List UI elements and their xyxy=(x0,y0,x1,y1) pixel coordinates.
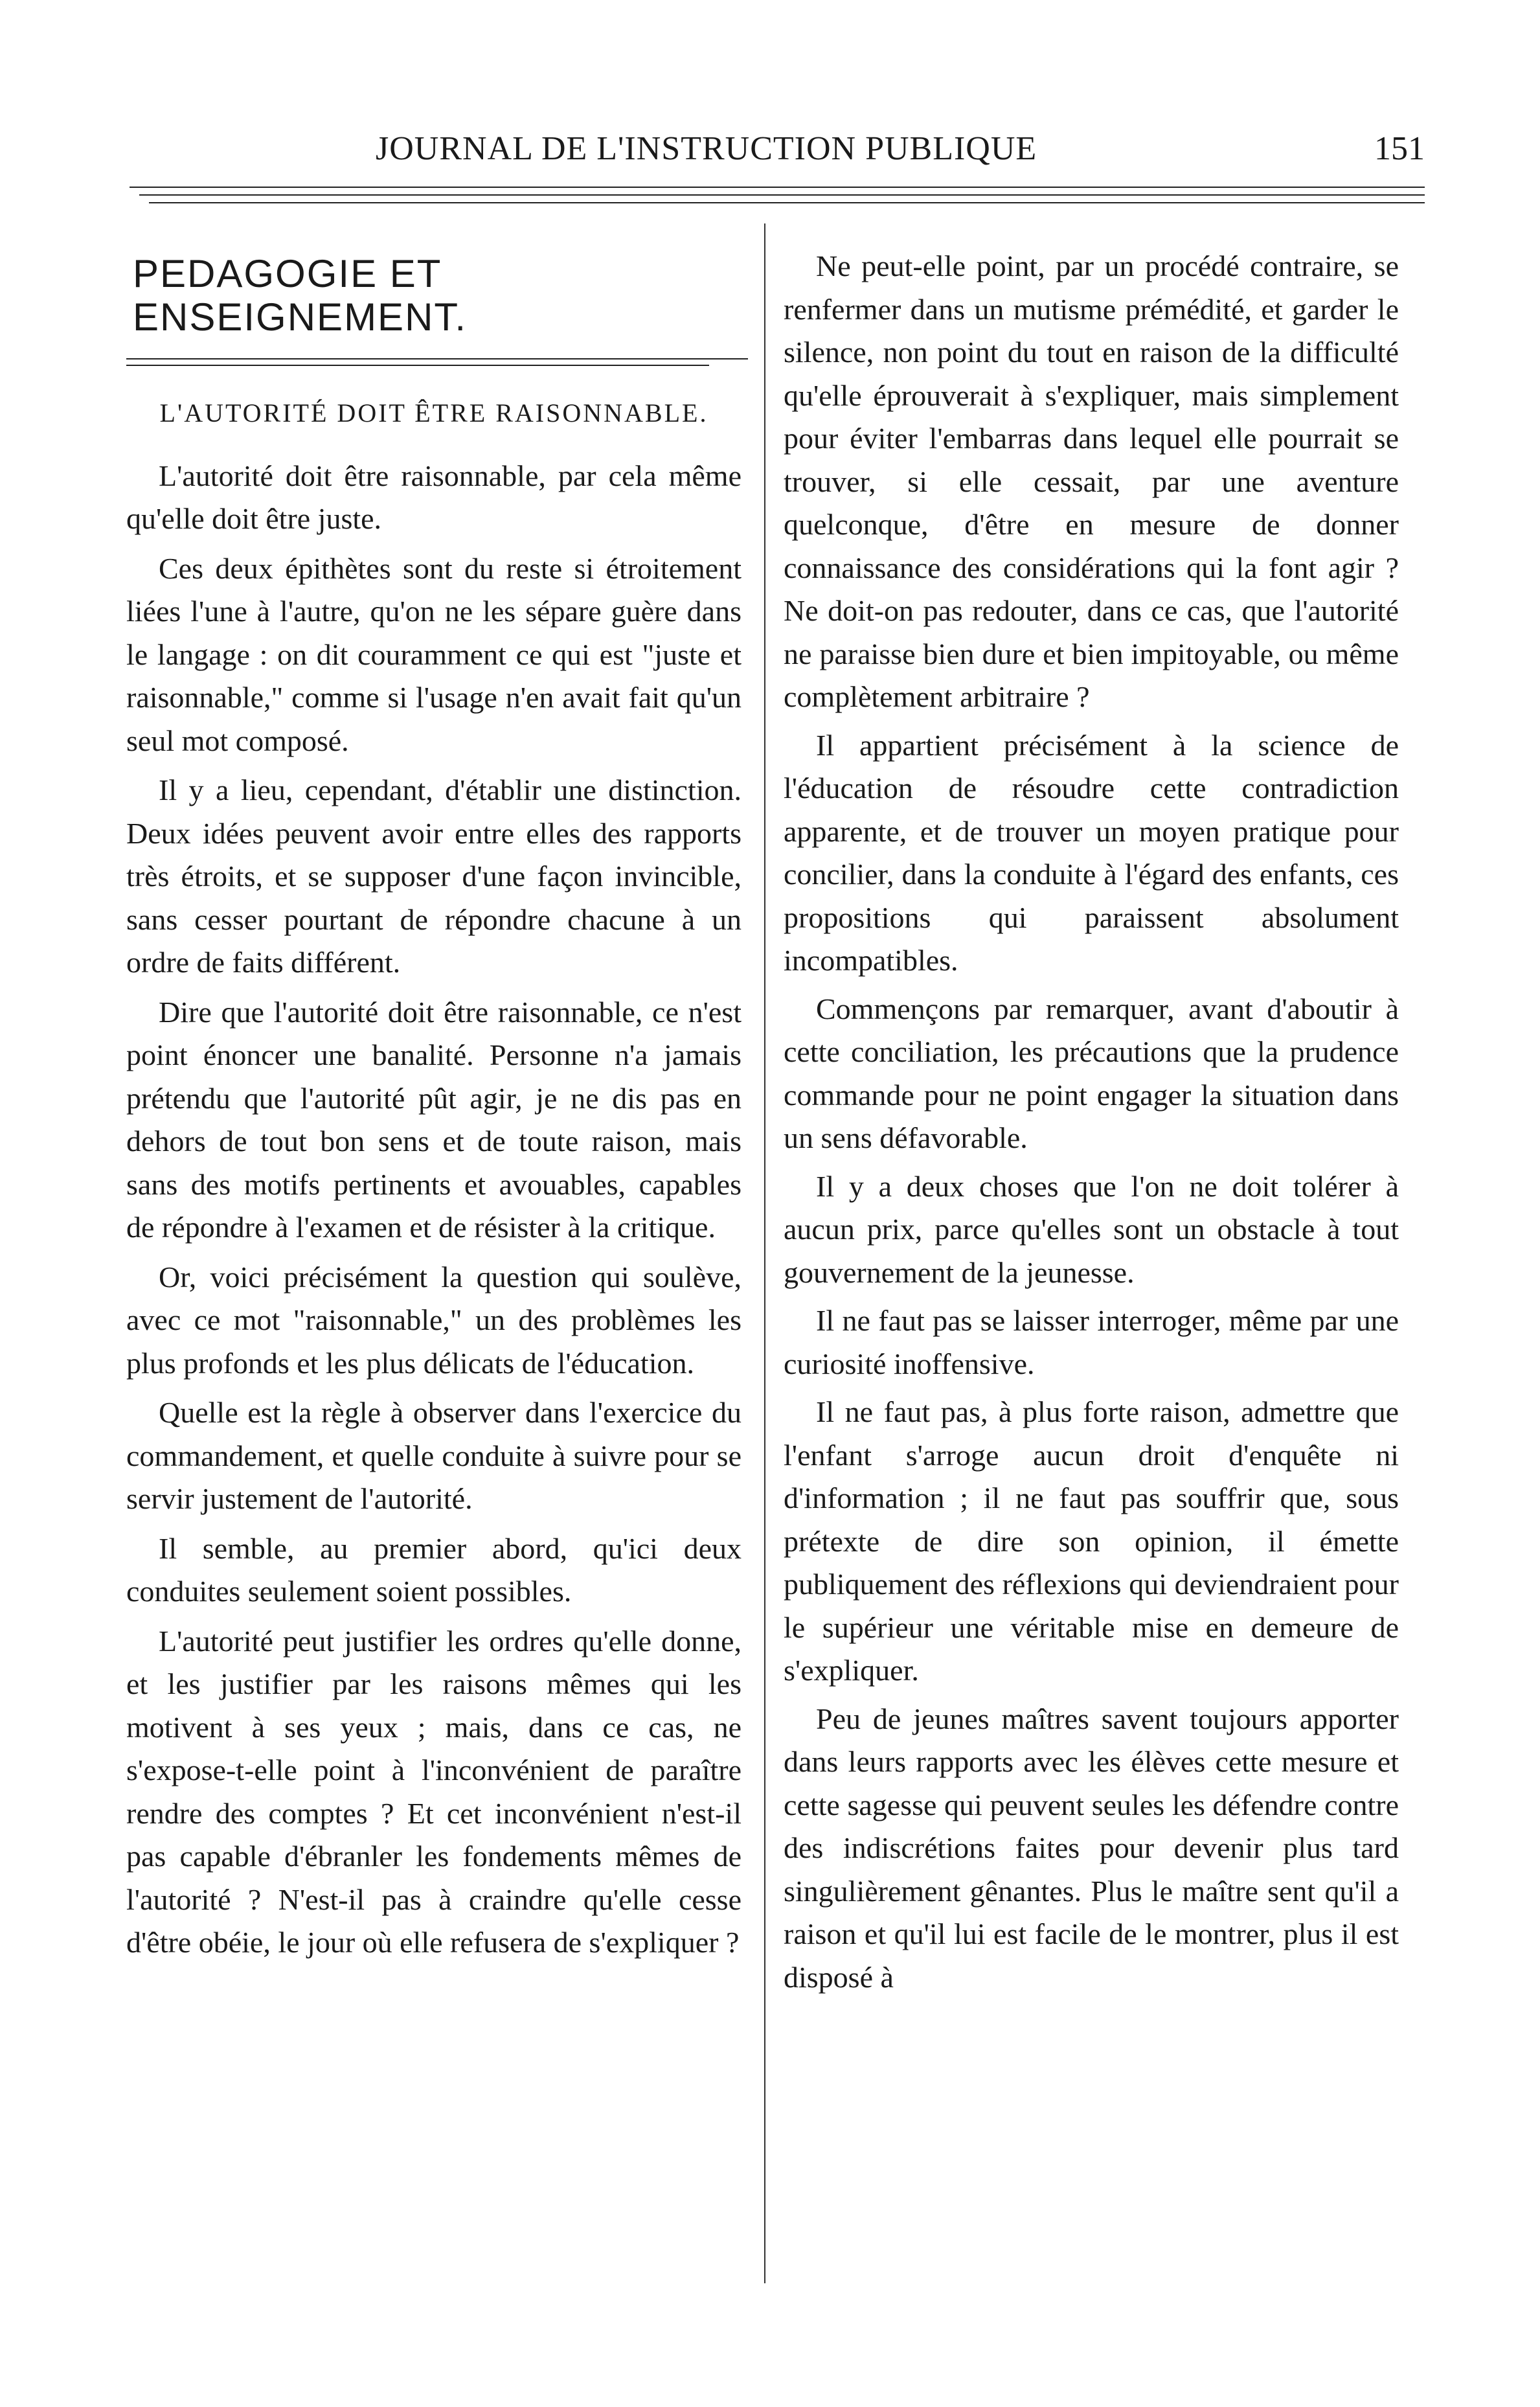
paragraph: L'autorité peut justifier les ordres qu'elle donne, et les justifier par les raisons mêmes qui les motivent à ses yeux ; mais, dans ce cas, ne s'expose-t-elle point à l'inconvénient de paraître rendre des comptes ? Et cet inconvénient n'est-il pas capable d'ébranler les fondements mêmes de l'autorité ? N'est-il pas à craindre qu'elle cesse d'être obéie, le jour où elle refusera de s'expliquer ? xyxy=(126,1624,742,1959)
paragraph: Il ne faut pas, à plus forte raison, admettre que l'enfant s'arroge aucun droit d'enquête ni d'information ; il ne faut pas souffrir que, sous prétexte de dire son opinion, il émette publiquement des réflexions qui deviendraient pour le supérieur une véritable mise en demeure de s'expliquer. xyxy=(784,1395,1399,1687)
page-number: 151 xyxy=(1374,130,1425,167)
section-title: PEDAGOGIE ET ENSEIGNEMENT. xyxy=(133,252,468,339)
paragraph: Ne peut-elle point, par un procédé contraire, se renfermer dans un mutisme prémédité, et garder le silence, non point du tout en raison de la difficulté qu'elle éprouverait à s'expliquer, mais simplement pour éviter l'embarras dans lequel elle pourrait se trouver, si elle cessait, par une aventure quelconque, d'être en mesure de donner connaissance des considérations qui la font agir ? Ne doit-on pas redouter, dans ce cas, que l'autorité ne paraisse bien dure et bien impitoyable, ou même complètement arbitraire ? xyxy=(784,249,1399,713)
header-rule-double xyxy=(139,194,1425,196)
paragraph: Dire que l'autorité doit être raisonnable, ce n'est point énoncer une banalité. Personne n'a jamais prétendu que l'autorité pût agir, je ne dis pas en dehors de tout bon sens et de toute raison, mais sans des motifs pertinents et avouables, capables de répondre à l'examen et de résister à la critique. xyxy=(126,995,742,1244)
left-column xyxy=(126,253,742,1971)
paragraph: Quelle est la règle à observer dans l'exercice du commandement, et quelle conduite à suivre pour se servir justement de l'autorité. xyxy=(126,1396,742,1515)
paragraph: Ces deux épithètes sont du reste si étroitement liées l'une à l'autre, qu'on ne les sépare guère dans le langage : on dit couramment ce qui est "juste et raisonnable," comme si l'usage n'en avait fait qu'un seul mot composé. xyxy=(126,551,742,757)
article-subheading: L'AUTORITÉ DOIT ÊTRE RAISONNABLE. xyxy=(159,398,708,428)
column-divider xyxy=(764,223,765,2283)
page-header xyxy=(130,130,1425,175)
paragraph: L'autorité doit être raisonnable, par cela même qu'elle doit être juste. xyxy=(126,459,742,535)
title-rule xyxy=(126,358,748,359)
title-rule-secondary xyxy=(126,365,709,366)
running-title: JOURNAL DE L'INSTRUCTION PUBLIQUE xyxy=(376,130,1037,167)
paragraph: Il y a deux choses que l'on ne doit tolérer à aucun prix, parce qu'elles sont un obstacle à tout gouvernement de la jeunesse. xyxy=(784,1169,1399,1289)
paragraph: Or, voici précisément la question qui soulève, avec ce mot "raisonnable," un des problèmes les plus profonds et les plus délicats de l'éducation. xyxy=(126,1260,742,1380)
header-rule xyxy=(130,187,1425,188)
paragraph: Il appartient précisément à la science de l'éducation de résoudre cette contradiction apparente, et de trouver un moyen pratique pour concilier, dans la conduite à l'égard des enfants, ces propositions qui paraissent absolument incompatibles. xyxy=(784,728,1399,977)
header-rule-triple xyxy=(149,202,1425,203)
paragraph: Il y a lieu, cependant, d'établir une distinction. Deux idées peuvent avoir entre elles des rapports très étroits, et se supposer d'une façon invincible, sans cesser pourtant de répondre chacune à un ordre de faits différent. xyxy=(126,773,742,979)
paragraph: Il semble, au premier abord, qu'ici deux conduites seulement soient possibles. xyxy=(126,1531,742,1608)
paragraph: Il ne faut pas se laisser interroger, même par une curiosité inoffensive. xyxy=(784,1304,1399,1380)
paragraph: Commençons par remarquer, avant d'aboutir à cette conciliation, les précautions que la prudence commande pour ne point engager la situation dans un sens défavorable. xyxy=(784,992,1399,1154)
right-column xyxy=(784,245,1399,2004)
paragraph: Peu de jeunes maîtres savent toujours apporter dans leurs rapports avec les élèves cette mesure et cette sagesse qui peuvent seules les défendre contre des indiscrétions faites pour devenir plus tard singulièrement gênantes. Plus le maître sent qu'il a raison et qu'il lui est facile de le montrer, plus il est disposé à xyxy=(784,1702,1399,1994)
